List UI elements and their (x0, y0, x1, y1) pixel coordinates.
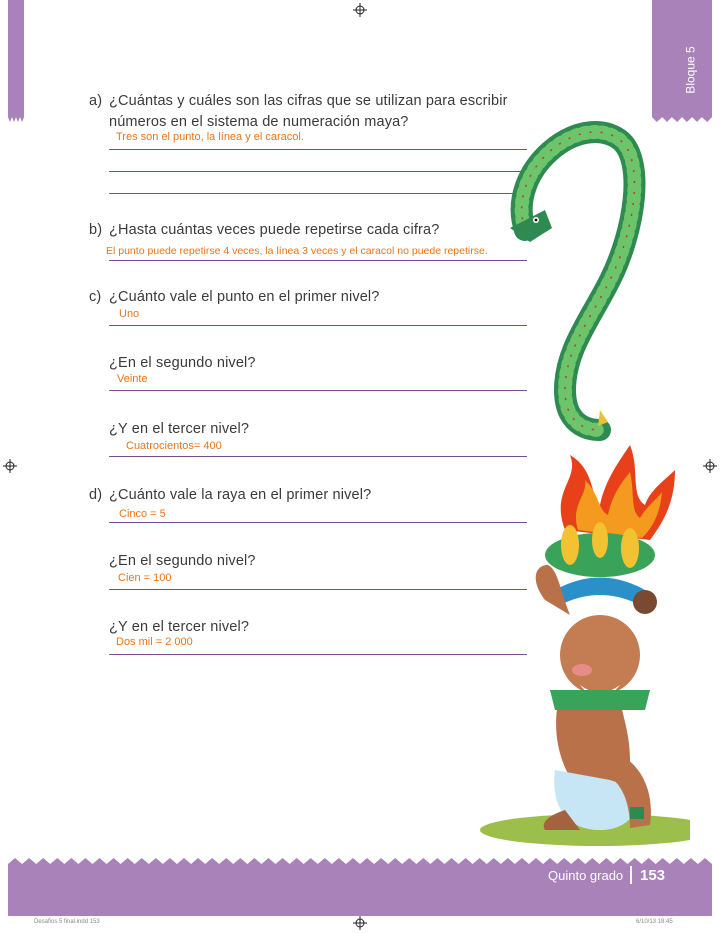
block-label: Bloque 5 (683, 46, 697, 94)
maya-illustration (470, 110, 690, 855)
footer-divider (630, 866, 632, 884)
grade-label: Quinto grado (548, 868, 624, 883)
page-number: 153 (640, 867, 666, 884)
answer-line (109, 456, 527, 457)
question-d (89, 487, 371, 503)
question-d-third-level: ¿Y en el tercer nivel? (109, 619, 250, 635)
question-d-second-level: ¿En el segundo nivel? (109, 553, 256, 569)
answer-a: Tres son el punto, la línea y el caracol. (116, 131, 304, 143)
registration-mark-icon (353, 916, 367, 930)
question-text: ¿Cuánto vale la raya en el primer nivel? (109, 487, 372, 503)
footer-band (8, 858, 712, 916)
question-c (89, 289, 380, 305)
answer-line (109, 522, 527, 523)
question-letter: c) (89, 289, 102, 305)
question-a-continued: números en el sistema de numeración maya? (109, 114, 409, 130)
answer-d1: Cinco = 5 (119, 508, 166, 520)
answer-line (109, 325, 527, 326)
block-tab (652, 0, 712, 122)
registration-mark-icon (3, 459, 17, 473)
answer-c2: Veinte (117, 373, 148, 385)
answer-line (109, 390, 527, 391)
answer-b: El punto puede repetirse 4 veces, la línea 3 veces y el caracol no puede repetirse. (106, 245, 488, 257)
question-text: ¿Cuántas y cuáles son las cifras que se utilizan para escribir (109, 93, 508, 109)
question-c-second-level: ¿En el segundo nivel? (109, 355, 256, 371)
answer-c1: Uno (119, 308, 140, 320)
question-letter: a) (89, 93, 103, 109)
answer-line (109, 171, 527, 172)
answer-d3: Dos mil = 2 000 (116, 636, 193, 648)
flames-illustration (561, 445, 675, 540)
question-letter: b) (89, 222, 103, 238)
question-letter: d) (89, 487, 103, 503)
print-date-info: 6/10/13 18:45 (636, 919, 673, 925)
question-text: ¿Cuánto vale el punto en el primer nivel? (109, 289, 380, 305)
answer-line (109, 149, 527, 150)
answer-line (109, 589, 527, 590)
answer-c3: Cuatrocientos= 400 (126, 440, 222, 452)
question-b (89, 222, 439, 238)
left-color-strip (8, 0, 24, 122)
answer-line (109, 654, 527, 655)
question-text: ¿Hasta cuántas veces puede repetirse cada cifra? (109, 222, 440, 238)
registration-mark-icon (353, 3, 367, 17)
question-c-third-level: ¿Y en el tercer nivel? (109, 421, 250, 437)
answer-line (109, 260, 527, 261)
registration-mark-icon (703, 459, 717, 473)
serpent-illustration (510, 132, 634, 430)
answer-line (109, 193, 527, 194)
maya-child-illustration (536, 565, 657, 830)
print-file-info: Desafios 5 final.indd 153 (34, 919, 100, 925)
question-a (89, 93, 508, 109)
answer-d2: Cien = 100 (118, 572, 172, 584)
